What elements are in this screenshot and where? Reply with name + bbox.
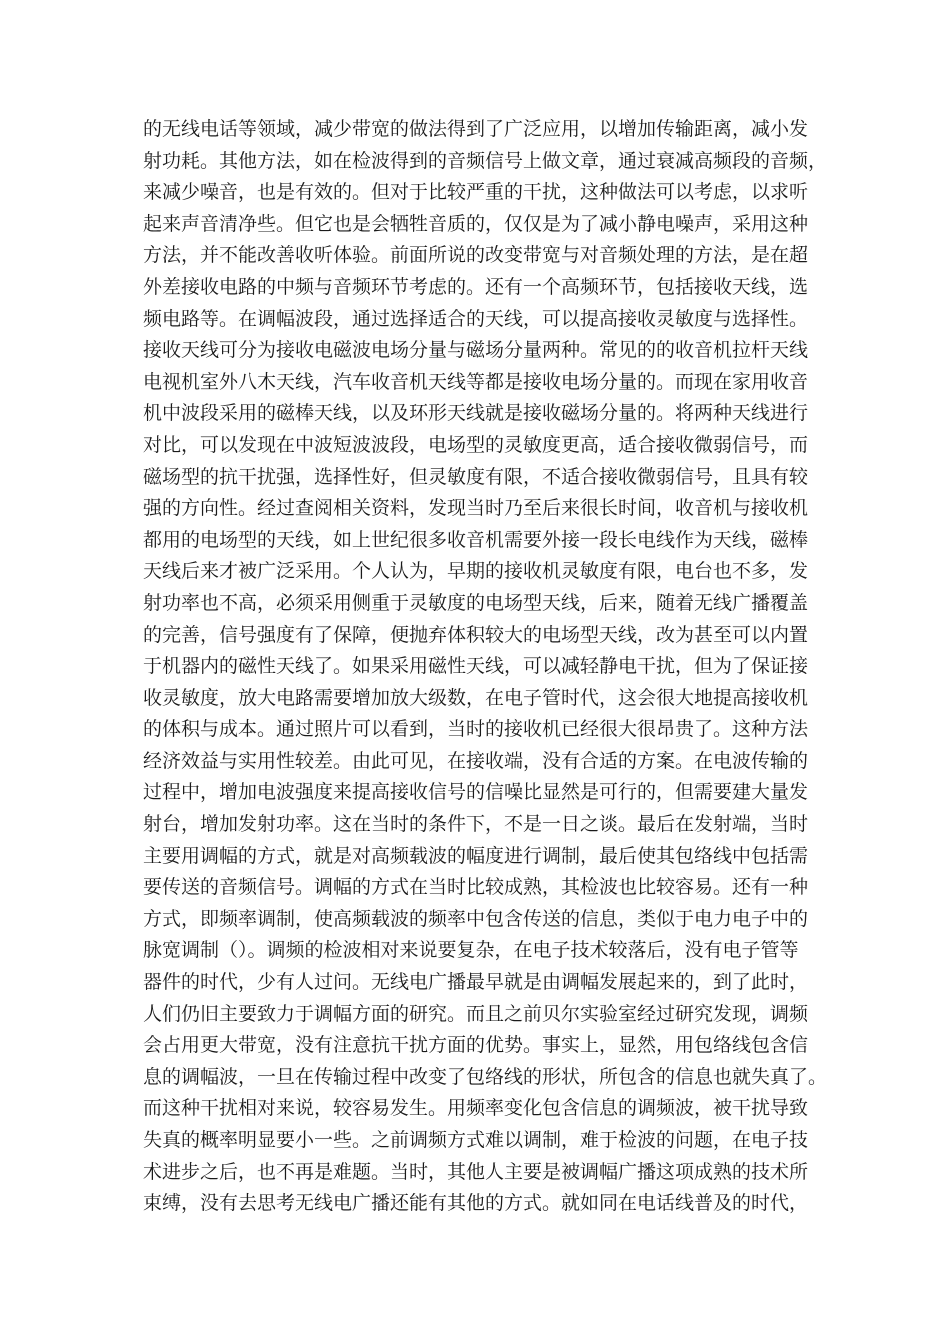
text-line: 的无线电话等领域，减少带宽的做法得到了广泛应用，以增加传输距离，减小发 bbox=[143, 118, 809, 140]
text-line: 会占用更大带宽，没有注意抗干扰方面的优势。事实上，显然，用包络线包含信 bbox=[143, 1034, 809, 1057]
text-line: 息的调幅波，一旦在传输过程中改变了包络线的形状，所包含的信息也就失真了。 bbox=[143, 1065, 828, 1088]
text-line: 起来声音清净些。但它也是会牺牲音质的，仅仅是为了减小静电噪声，采用这种 bbox=[143, 212, 809, 235]
text-line: 的完善，信号强度有了保障，便抛弃体积较大的电场型天线，改为甚至可以内置 bbox=[143, 623, 809, 646]
text-line: 收灵敏度，放大电路需要增加放大级数，在电子管时代，这会很大地提高接收机 bbox=[143, 686, 809, 709]
text-line: 器件的时代，少有人过问。无线电广播最早就是由调幅发展起来的，到了此时， bbox=[143, 971, 809, 994]
text-line: 主要用调幅的方式，就是对高频载波的幅度进行调制，最后使其包络线中包括需 bbox=[143, 844, 809, 867]
text-line: 射台，增加发射功率。这在当时的条件下，不是一日之谈。最后在发射端，当时 bbox=[143, 813, 809, 836]
text-line: 天线后来才被广泛采用。个人认为，早期的接收机灵敏度有限，电台也不多，发 bbox=[143, 560, 809, 583]
text-line: 术进步之后，也不再是难题。当时，其他人主要是被调幅广播这项成熟的技术所 bbox=[143, 1160, 809, 1183]
text-line: 要传送的音频信号。调幅的方式在当时比较成熟，其检波也比较容易。还有一种 bbox=[143, 876, 809, 899]
text-line: 的体积与成本。通过照片可以看到，当时的接收机已经很大很昂贵了。这种方法 bbox=[143, 718, 809, 741]
text-line: 接收天线可分为接收电磁波电场分量与磁场分量两种。常见的的收音机拉杆天线 bbox=[143, 339, 809, 362]
text-line: 频电路等。在调幅波段，通过选择适合的天线，可以提高接收灵敏度与选择性。 bbox=[143, 307, 809, 330]
text-line: 射功耗。其他方法，如在检波得到的音频信号上做文章，通过衰减高频段的音频， bbox=[143, 149, 828, 172]
text-line: 都用的电场型的天线，如上世纪很多收音机需要外接一段长电线作为天线，磁棒 bbox=[143, 528, 809, 551]
body-text bbox=[143, 114, 843, 1220]
text-line: 强的方向性。经过查阅相关资料，发现当时乃至后来很长时间，收音机与接收机 bbox=[143, 497, 809, 520]
text-line: 人们仍旧主要致力于调幅方面的研究。而且之前贝尔实验室经过研究发现，调频 bbox=[143, 1002, 809, 1025]
text-line: 来减少噪音，也是有效的。但对于比较严重的干扰，这种做法可以考虑，以求听 bbox=[143, 181, 809, 204]
text-line: 机中波段采用的磁棒天线，以及环形天线就是接收磁场分量的。将两种天线进行 bbox=[143, 402, 809, 425]
text-line: 方式，即频率调制，使高频载波的频率中包含传送的信息，类似于电力电子中的 bbox=[143, 907, 809, 930]
text-line: 束缚，没有去思考无线电广播还能有其他的方式。就如同在电话线普及的时代， bbox=[143, 1192, 809, 1215]
text-line: 对比，可以发现在中波短波波段，电场型的灵敏度更高，适合接收微弱信号，而 bbox=[143, 433, 809, 456]
text-line: 而这种干扰相对来说，较容易发生。用频率变化包含信息的调频波，被干扰导致 bbox=[143, 1097, 809, 1120]
text-line: 方法，并不能改善收听体验。前面所说的改变带宽与对音频处理的方法，是在超 bbox=[143, 244, 809, 267]
text-line: 过程中，增加电波强度来提高接收信号的信噪比显然是可行的，但需要建大量发 bbox=[143, 781, 809, 804]
text-line: 于机器内的磁性天线了。如果采用磁性天线，可以减轻静电干扰，但为了保证接 bbox=[143, 655, 809, 678]
text-line: 电视机室外八木天线，汽车收音机天线等都是接收电场分量的。而现在家用收音 bbox=[143, 370, 809, 393]
text-line: 失真的概率明显要小一些。之前调频方式难以调制，难于检波的问题，在电子技 bbox=[143, 1129, 809, 1151]
text-line: 经济效益与实用性较差。由此可见，在接收端，没有合适的方案。在电波传输的 bbox=[143, 749, 809, 772]
text-line: 射功率也不高，必须采用侧重于灵敏度的电场型天线，后来，随着无线广播覆盖 bbox=[143, 591, 809, 614]
text-line: 外差接收电路的中频与音频环节考虑的。还有一个高频环节，包括接收天线，选 bbox=[143, 275, 809, 298]
text-line: 磁场型的抗干扰强，选择性好，但灵敏度有限，不适合接收微弱信号，且具有较 bbox=[143, 465, 809, 488]
text-line: 脉宽调制（）。调频的检波相对来说要复杂，在电子技术较落后，没有电子管等 bbox=[143, 939, 799, 962]
